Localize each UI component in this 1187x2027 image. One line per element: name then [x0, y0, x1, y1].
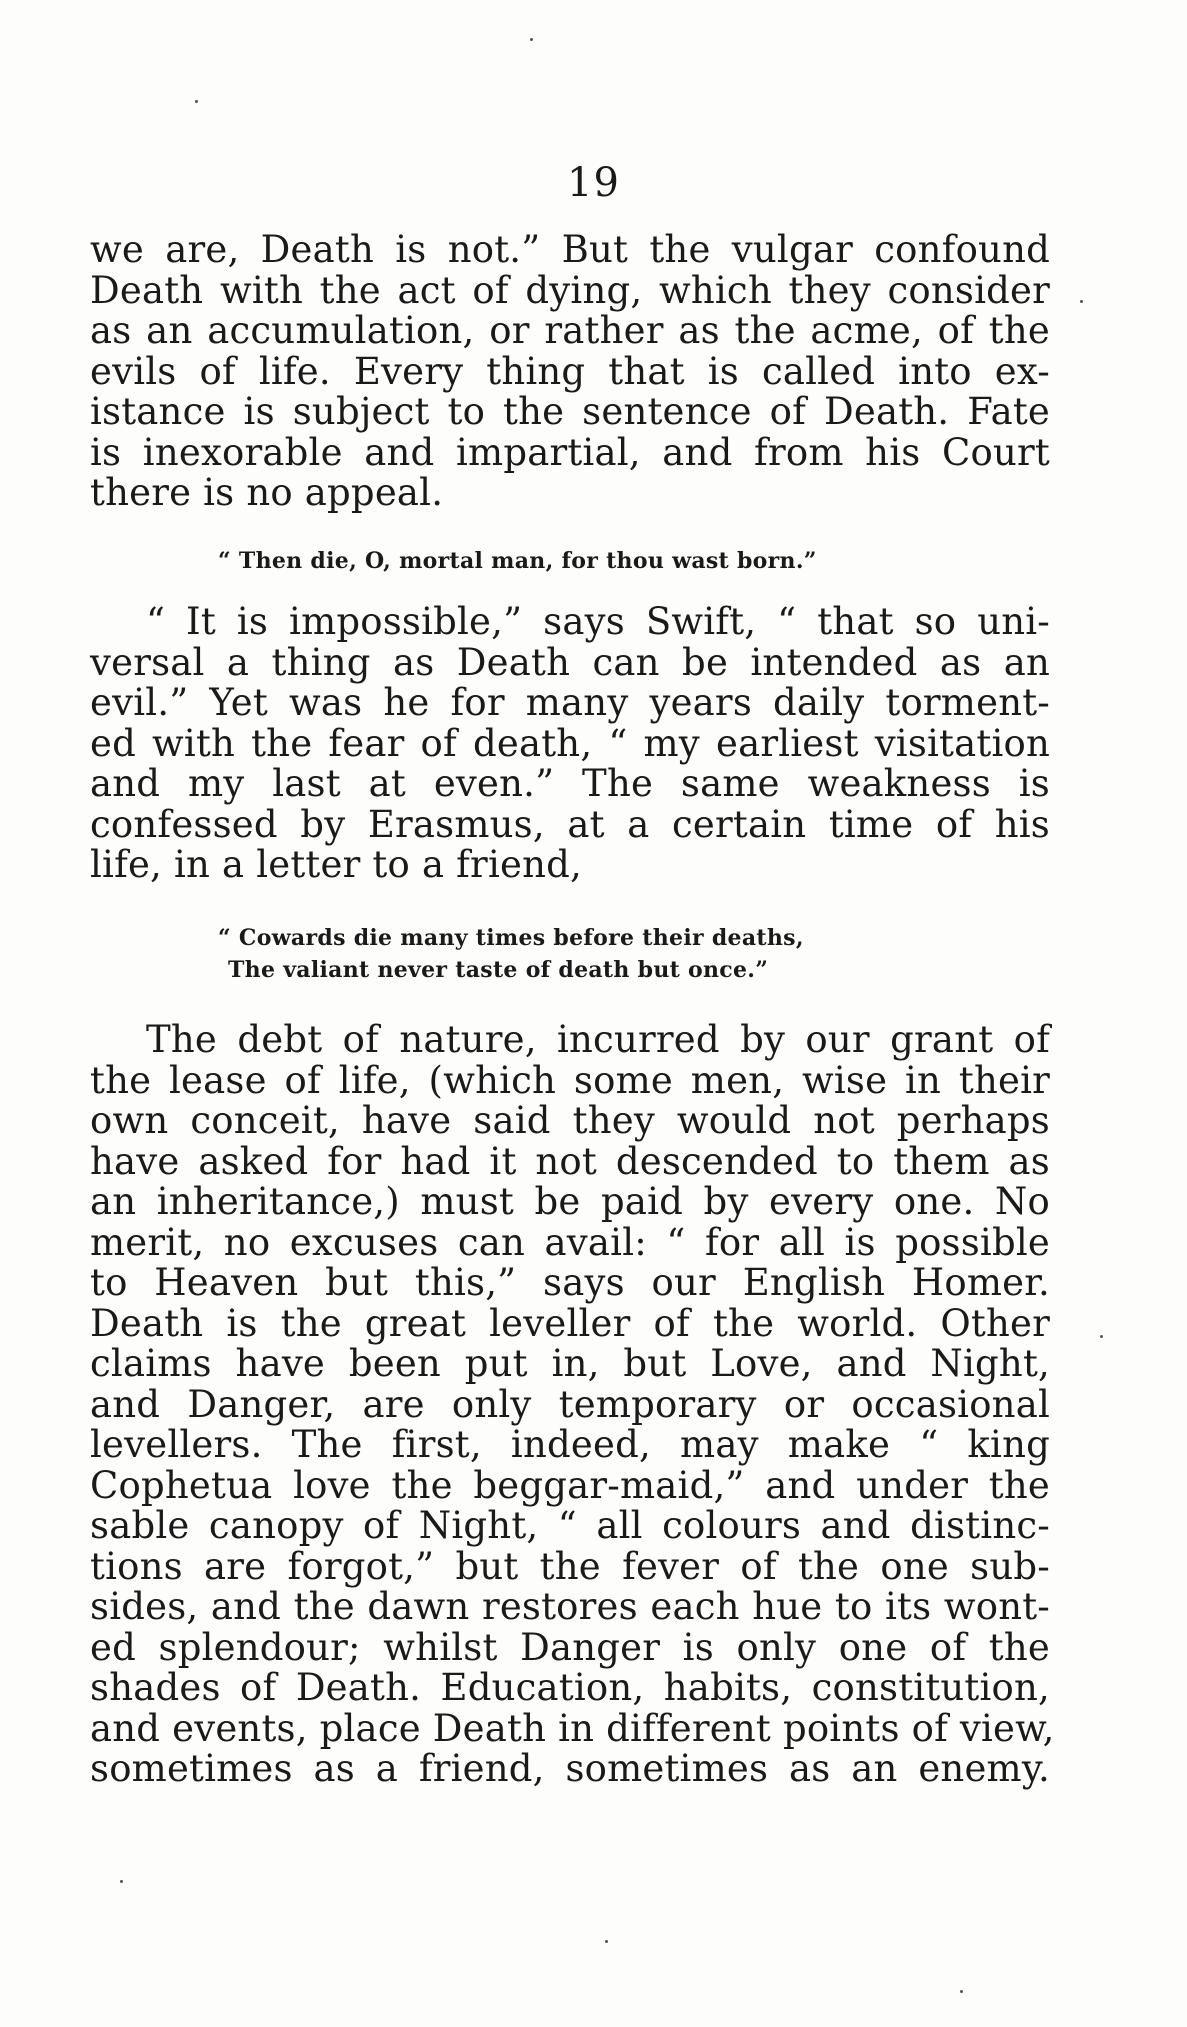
text-line: and my last at even.” The same weakness is	[90, 762, 1050, 805]
text-line: shades of Death. Education, habits, constitution,	[90, 1666, 1050, 1709]
page-number: 19	[567, 160, 620, 206]
text-line: as an accumulation, or rather as the acme, of the	[90, 309, 1050, 352]
text-line: life, in a letter to a friend,	[90, 843, 582, 886]
verse-quote-2	[218, 922, 1078, 986]
text-line: and Danger, are only temporary or occasional	[90, 1382, 1050, 1426]
scan-speck	[960, 1990, 963, 1993]
verse-quote-1	[218, 545, 1078, 577]
text-line: and events, place Death in different points of view,	[90, 1706, 1055, 1750]
text-line: own conceit, have said they would not perhaps	[90, 1099, 1050, 1142]
text-line: evils of life. Every thing that is called into ex-	[90, 349, 1050, 393]
text-line: an inheritance,) must be paid by every one. No	[90, 1180, 1050, 1223]
text-line: claims have been put in, but Love, and Night,	[90, 1342, 1050, 1385]
paragraph-2	[90, 602, 1050, 886]
text-line: “ It is impossible,” says Swift, “ that so uni-	[146, 600, 1050, 643]
text-line: merit, no excuses can avail: “ for all is possible	[90, 1220, 1050, 1264]
scan-speck	[530, 38, 533, 41]
text-line: the lease of life, (which some men, wise in their	[90, 1058, 1050, 1102]
text-line: is inexorable and impartial, and from his Court	[90, 430, 1050, 474]
text-line: evil.” Yet was he for many years daily torment-	[90, 681, 1050, 724]
verse-line: The valiant never taste of death but once.”	[228, 957, 769, 983]
paragraph-3	[90, 1018, 1055, 1790]
text-line: sable canopy of Night, “ all colours and distinc-	[90, 1504, 1050, 1547]
text-line: ed splendour; whilst Danger is only one of the	[90, 1625, 1050, 1669]
text-line: to Heaven but this,” says our English Homer.	[90, 1261, 1050, 1304]
text-line: we are, Death is not.” But the vulgar confound	[90, 228, 1050, 271]
scan-speck	[120, 1880, 123, 1883]
text-line: have asked for had it not descended to them as	[90, 1139, 1050, 1183]
text-line: Death is the great leveller of the world. Other	[90, 1301, 1050, 1345]
text-line: tions are forgot,” but the fever of the one sub-	[90, 1544, 1050, 1588]
paragraph-1	[90, 230, 1050, 514]
text-line: sides, and the dawn restores each hue to its wont-	[90, 1585, 1050, 1628]
text-line: confessed by Erasmus, at a certain time of his	[90, 802, 1050, 846]
verse-line: “ Then die, O, mortal man, for thou wast born.”	[218, 548, 817, 574]
text-line: Cophetua love the beggar-maid,” and under the	[90, 1463, 1050, 1507]
scan-speck	[1080, 300, 1083, 303]
text-line: sometimes as a friend, sometimes as an enemy.	[90, 1747, 1050, 1790]
text-line: istance is subject to the sentence of Death. Fate	[90, 390, 1050, 433]
text-line: versal a thing as Death can be intended as an	[90, 640, 1050, 684]
text-line: levellers. The first, indeed, may make “ king	[90, 1423, 1050, 1466]
text-line: there is no appeal.	[90, 471, 444, 514]
text-line: The debt of nature, incurred by our grant of	[146, 1018, 1050, 1061]
verse-line: “ Cowards die many times before their deaths,	[218, 925, 804, 951]
scan-speck	[605, 1940, 608, 1943]
text-line: ed with the fear of death, “ my earliest visitation	[90, 721, 1050, 765]
scan-speck	[1100, 1335, 1103, 1338]
scan-speck	[195, 100, 198, 103]
text-line: Death with the act of dying, which they consider	[90, 268, 1050, 312]
